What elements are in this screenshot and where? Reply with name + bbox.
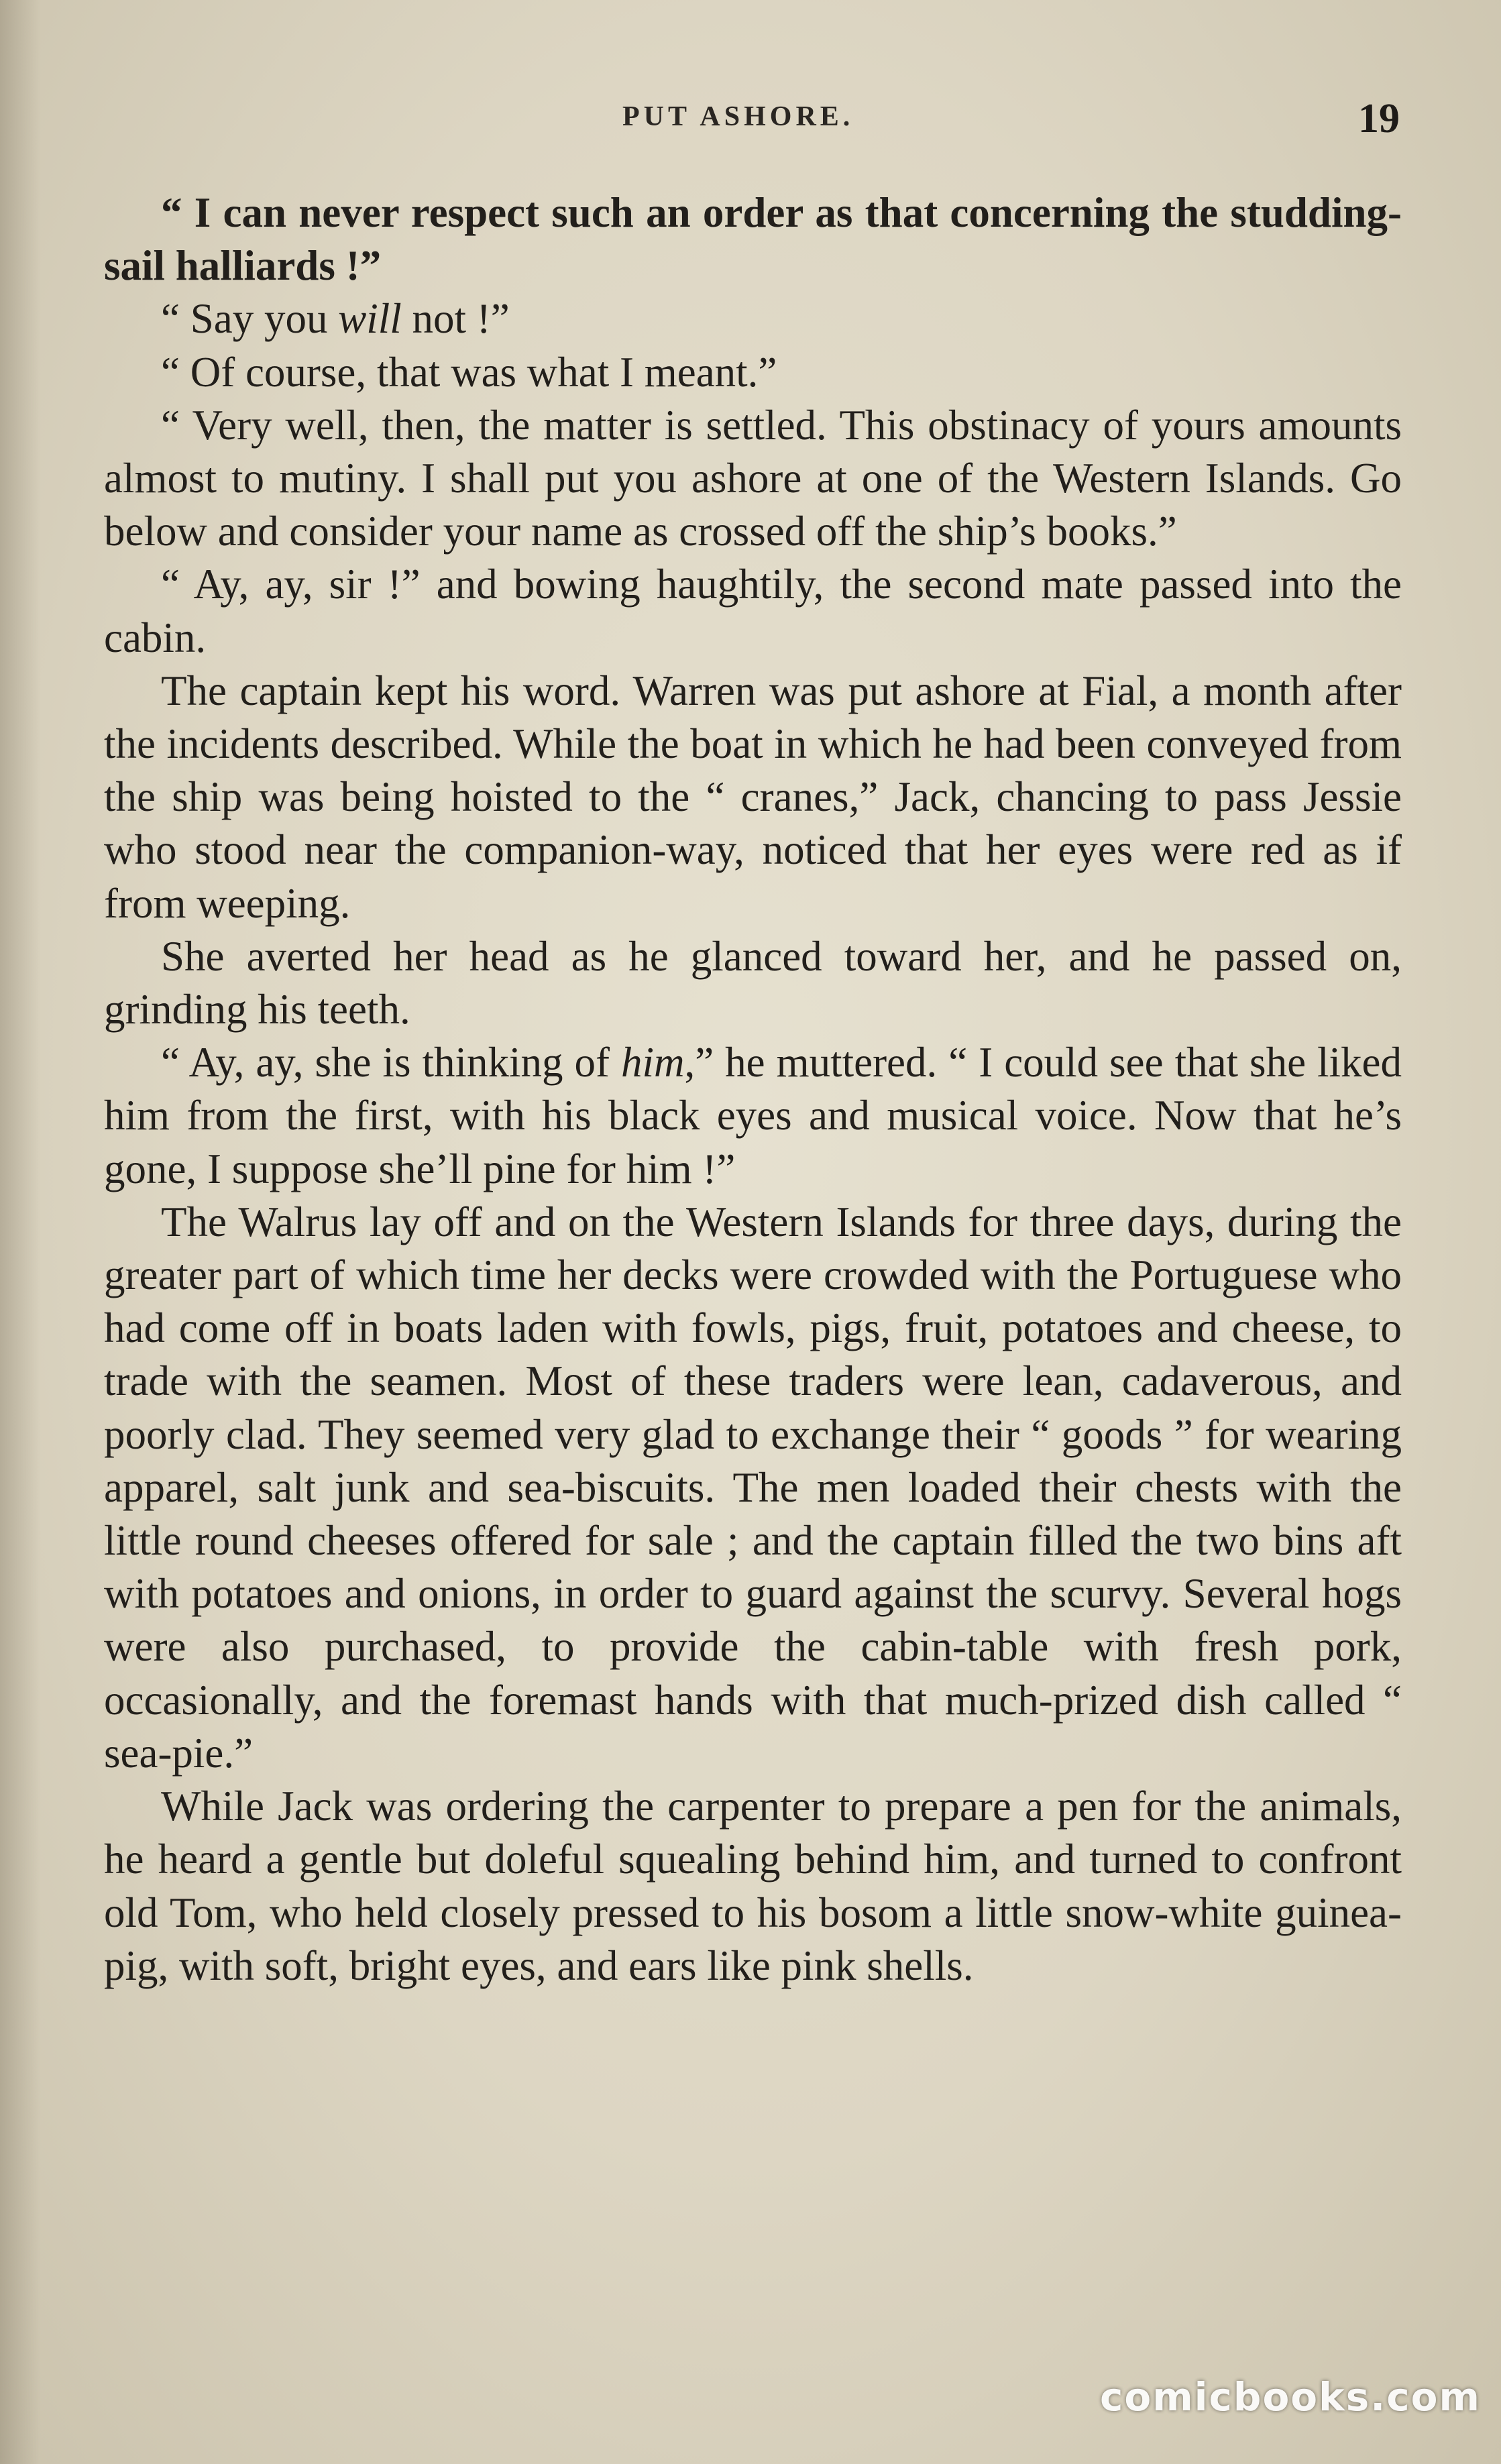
paragraph-text: “ Ay, ay, she is thinking of [161, 1039, 621, 1086]
emphasis-text: will [338, 295, 402, 343]
paragraph-text: “ Say you [161, 295, 339, 343]
paragraph-text: She averted her head as he glanced toward her, and he passed on, grinding his teeth. [104, 932, 1402, 1033]
paragraph-text: The captain kept his word. Warren was put ashore at Fial, a month after the incidents described. While the boat in which he had been conveyed from the ship was being hoisted to the “ cranes,” Jack, chancing to pass Jessie who stood near the companion-way, noticed that her eyes were red as if from weeping. [104, 667, 1402, 927]
paragraph [104, 1036, 1402, 1196]
emphasis-text: him [620, 1039, 685, 1086]
page-number: 19 [1358, 96, 1400, 142]
paragraph-text: ,” he muttered. “ I could see that she liked him from the first, with his black eyes and musical voice. Now that he’s gone, I suppose she’ll pine for him !” [104, 1039, 1402, 1192]
body-text [104, 186, 1402, 1993]
paragraph-text: While Jack was ordering the carpenter to prepare a pen for the animals, he heard a gentle but doleful squealing behind him, and turned to confront old Tom, who held closely pressed to his bosom a little snow-white guinea-pig, with soft, bright eyes, and ears like pink shells. [104, 1783, 1402, 1989]
paragraph [104, 1196, 1402, 1780]
paragraph [104, 186, 1402, 292]
paragraph [104, 930, 1402, 1036]
running-head [0, 96, 1501, 142]
paragraph-text: not !” [401, 295, 510, 343]
paragraph-text: “ Of course, that was what I meant.” [161, 348, 777, 396]
paragraph-text: “ Very well, then, the matter is settled. This obstinacy of yours amounts almost to mutiny. I shall put you ashore at one of the Western Islands. Go below and consider your name as crossed off the ship’s books.” [104, 401, 1402, 555]
paragraph-text: “ Ay, ay, sir !” and bowing haughtily, the second mate passed into the cabin. [104, 561, 1402, 661]
paragraph-text: “ I can never respect such an order as that concerning the studding-sail halliards !” [104, 189, 1402, 290]
paragraph [104, 292, 1402, 345]
paragraph [104, 346, 1402, 399]
paragraph-text: The Walrus lay off and on the Western Islands for three days, during the greater part of which time her decks were crowded with the Portuguese who had come off in boats laden with fowls, pigs, fruit, potatoes and cheese, to trade with the seamen. Most of these traders were lean, cadaverous, and poorly clad. They seemed very glad to exchange their “ goods ” for wearing apparel, salt junk and sea-biscuits. The men loaded their chests with the little round cheeses offered for sale ; and the captain filled the two bins aft with potatoes and onions, in order to guard against the scurvy. Several hogs were also purchased, to provide the cabin-table with fresh pork, occasionally, and the foremast hands with that much-prized dish called “ sea-pie.” [104, 1198, 1402, 1777]
paragraph [104, 1780, 1402, 1993]
running-head-title: PUT ASHORE. [622, 101, 854, 132]
gutter-shadow [0, 0, 40, 2464]
paragraph [104, 558, 1402, 664]
watermark: comicbooks.com [1100, 2374, 1481, 2420]
paragraph [104, 399, 1402, 559]
paragraph [104, 665, 1402, 930]
